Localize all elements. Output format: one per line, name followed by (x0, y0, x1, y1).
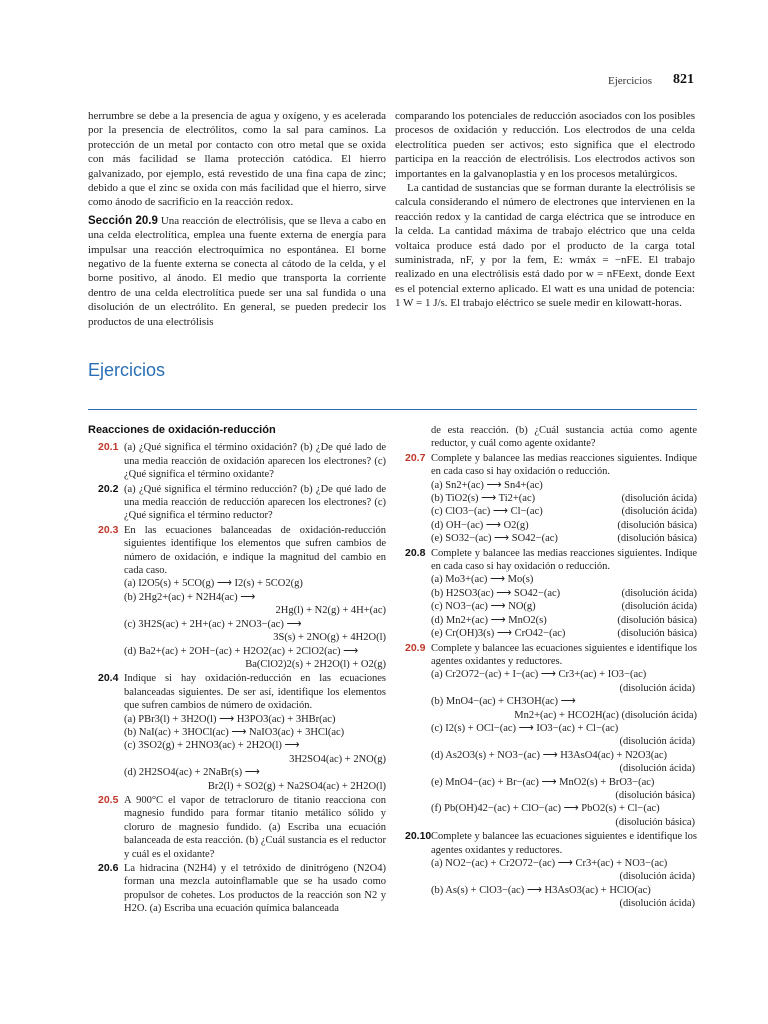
exercise-text: En las ecuaciones balanceadas de oxidación-reducción siguientes identifique los elementos que sufren cambios de número de oxidación, e indique la magnitud del cambio en cada caso. (124, 524, 386, 577)
solution-type: (disolución básica) (617, 519, 697, 531)
equation: (e) SO32−(ac) ⟶ SO42−(ac) (431, 533, 558, 545)
equation-row (431, 627, 697, 640)
exercise-20-6 (88, 862, 386, 916)
equation-row (431, 600, 697, 613)
exercise-number: 20.9 (405, 641, 426, 654)
exercise-20-8 (395, 547, 697, 641)
solution-type: (disolución básica) (617, 614, 697, 626)
equation: (c) I2(s) + OCl−(ac) ⟶ IO3−(ac) + Cl−(ac) (431, 722, 619, 734)
page-number: 821 (673, 72, 694, 87)
equation: (b) As(s) + ClO3−(ac) ⟶ H3AsO3(ac) + HClO(ac) (431, 884, 651, 896)
equation: 3S(s) + 2NO(g) + 4H2O(l) (273, 632, 386, 644)
solution-type: (disolución ácida) (621, 493, 697, 505)
solution-type: (disolución ácida) (621, 601, 697, 613)
equation: (e) Cr(OH)3(s) ⟶ CrO42−(ac) (431, 628, 566, 640)
exercise-20-2 (88, 483, 386, 523)
exercise-20-7 (395, 452, 697, 546)
exercise-number: 20.6 (98, 862, 119, 874)
equation: (c) 3H2S(ac) + 2H+(ac) + 2NO3−(ac) ⟶ (124, 618, 302, 630)
equation: (b) MnO4−(ac) + CH3OH(ac) ⟶ (431, 696, 576, 708)
solution-type: (disolución básica) (615, 816, 695, 828)
exercise-text: (a) ¿Qué significa el término oxidación? (b) ¿De qué lado de una media reacción de oxidación aparecen los electrones? (c) ¿Qué significa el término oxidante? (124, 442, 386, 481)
exercise-number: 20.8 (405, 546, 426, 559)
exercise-number: 20.1 (98, 441, 119, 454)
solution-type: (disolución básica) (617, 628, 697, 640)
solution-type: (disolución ácida) (619, 763, 695, 775)
equation: (a) Cr2O72−(ac) + I−(ac) ⟶ Cr3+(ac) + IO3−(ac) (431, 669, 647, 681)
equation: (b) NaI(ac) + 3HOCl(ac) ⟶ NaIO3(ac) + 3HCl(ac) (124, 726, 345, 738)
equation: (c) 3SO2(g) + 2HNO3(ac) + 2H2O(l) ⟶ (124, 740, 300, 752)
equation: (a) Mo3+(ac) ⟶ Mo(s) (431, 574, 534, 586)
summary-column-left (88, 109, 386, 329)
subsection-title: Reacciones de oxidación-reducción (88, 424, 276, 436)
exercise-20-3 (88, 524, 386, 671)
solution-type: (disolución ácida) (621, 506, 697, 518)
equation: (c) ClO3−(ac) ⟶ Cl−(ac) (431, 506, 543, 518)
exercise-text: (a) ¿Qué significa el término reducción? (b) ¿De qué lado de una media reacción de reducción aparecen los electrones? (c) ¿Qué significa el término reductor? (124, 483, 386, 522)
equation: (d) Ba2+(ac) + 2OH−(ac) + H2O2(ac) + 2ClO2(ac) ⟶ (124, 645, 359, 657)
summary-paragraph (88, 214, 386, 329)
exercise-number: 20.10 (405, 830, 432, 843)
equation: (b) 2Hg2+(ac) + N2H4(ac) ⟶ (124, 591, 256, 603)
exercises-column-right (395, 424, 697, 912)
exercise-number: 20.2 (98, 482, 119, 495)
equation: (d) As2O3(s) + NO3−(ac) ⟶ H3AsO4(ac) + N2O3(ac) (431, 749, 668, 761)
summary-paragraph: comparando los potenciales de reducción asociados con los posibles procesos de oxidación y reducción. Los electrodos de una celda electrolítica pueden ser activos; esto significa que el electrodo participa en la reacción de electrólisis. Los electrodos activos son importantes en la galvanoplastia y en los procesos metalúrgicos. (395, 110, 695, 180)
exercise-text: A 900°C el vapor de tetracloruro de titanio reacciona con magnesio fundido para formar titanio metálico sólido y cloruro de magnesio fundido. (a) Escriba una ecuación balanceada de esta reacción. (b) ¿Cuál sustancia es el reductor y cuál es el oxidante? (124, 794, 386, 860)
exercise-20-5 (88, 794, 386, 861)
equation: Mn2+(ac) + HCO2H(ac) (disolución ácida) (514, 709, 697, 721)
exercise-text: Indique si hay oxidación-reducción en las ecuaciones balanceadas siguientes. De ser así, identifique los elementos que sufren cambios de número de oxidación. (124, 673, 386, 712)
solution-type: (disolución ácida) (621, 587, 697, 599)
exercise-text: Complete y balancee las ecuaciones siguientes e identifique los agentes oxidantes y reductores. (431, 831, 697, 856)
equation: (d) 2H2SO4(ac) + 2NaBr(s) ⟶ (124, 767, 260, 779)
exercise-number: 20.4 (98, 672, 119, 685)
equation-row (431, 614, 697, 627)
exercise-20-4 (88, 672, 386, 793)
exercise-20-9 (395, 642, 697, 830)
equation: (b) H2SO3(ac) ⟶ SO42−(ac) (431, 587, 561, 599)
solution-type: (disolución ácida) (619, 898, 695, 910)
equation: Ba(ClO2)2(s) + 2H2O(l) + O2(g) (245, 658, 386, 670)
equation: (f) Pb(OH)42−(ac) + ClO−(ac) ⟶ PbO2(s) + Cl−(ac) (431, 803, 660, 815)
equation-row (431, 532, 697, 545)
solution-type: (disolución ácida) (619, 736, 695, 748)
section-label: Sección 20.9 (88, 214, 158, 227)
summary-column-right (395, 109, 695, 311)
summary-paragraph: La cantidad de sustancias que se forman durante la electrólisis se calcula considerando el número de electrones que intervienen en la reacción redox y la cantidad de carga eléctrica que se introduce en la celda. La cantidad máxima de trabajo eléctrico que una celda voltaica produce está dado por el producto de la carga total suministrada, nF, y por la fem, E: wmáx = −nFE. El trabajo realizado en una electrólisis está dado por w = nFEext, donde Eext es el potencial externo aplicado. El watt es una unidad de potencia: 1 W = 1 J/s. El trabajo eléctrico se suele medir en kilowatt-horas. (395, 182, 695, 310)
solution-type: (disolución ácida) (619, 871, 695, 883)
exercise-number: 20.3 (98, 523, 119, 536)
exercise-text: Complete y balancee las medias reacciones siguientes. Indique en cada caso si hay oxidación o reducción. (431, 452, 697, 478)
equation: 3H2SO4(ac) + 2NO(g) (289, 753, 386, 765)
solution-type: (disolución básica) (617, 533, 697, 545)
equation: (a) I2O5(s) + 5CO(g) ⟶ I2(s) + 5CO2(g) (124, 578, 303, 590)
equation-row (431, 492, 697, 505)
heading-rule (88, 409, 697, 410)
running-header-section: Ejercicios (608, 75, 652, 87)
equation-row (431, 519, 697, 532)
exercise-text: Complete y balancee las medias reacciones siguientes. Indique en cada caso si hay oxidación o reducción. (431, 547, 697, 573)
equation: (d) Mn2+(ac) ⟶ MnO2(s) (431, 614, 547, 626)
exercises-column-left (88, 424, 386, 917)
exercises-heading: Ejercicios (88, 360, 166, 380)
equation: (a) PBr3(l) + 3H2O(l) ⟶ H3PO3(ac) + 3HBr(ac) (124, 713, 336, 725)
exercise-number: 20.5 (98, 793, 119, 806)
equation: (c) NO3−(ac) ⟶ NO(g) (431, 601, 536, 613)
summary-text: Una reacción de electrólisis, que se lleva a cabo en una celda electrolítica, emplea una fuente externa de energía para impulsar una reacción electroquímica no espontánea. El borne negativo de la fuente externa se conecta al cátodo de la celda, y el borne positivo, al ánodo. El medio que transporta la corriente dentro de una celda electrolítica puede ser una sal fundida o una disolución de un electrólito. En general, se pueden predecir los productos de una electrólisis (88, 214, 387, 328)
equation: (e) MnO4−(ac) + Br−(ac) ⟶ MnO2(s) + BrO3−(ac) (431, 776, 655, 788)
solution-type: (disolución ácida) (619, 682, 695, 694)
equation: (b) TiO2(s) ⟶ Ti2+(ac) (431, 493, 536, 505)
summary-paragraph: herrumbre se debe a la presencia de agua y oxígeno, y es acelerada por la presencia de electrólitos, como la sal para caminos. La protección de un metal por contacto con otro metal que se oxida con más facilidad se llama protección catódica. El hierro galvanizado, por ejemplo, está revestido de una fina capa de zinc; debido a que el zinc se oxida con más facilidad que el hierro, sirve como ánodo de sacrificio en la reacción redox. (88, 110, 386, 209)
exercise-20-1 (88, 441, 386, 481)
equation: (d) OH−(ac) ⟶ O2(g) (431, 519, 529, 531)
equation-row (431, 505, 697, 518)
exercise-text: La hidracina (N2H4) y el tetróxido de dinitrógeno (N2O4) forman una mezcla autoinflamable que se ha usado como propulsor de cohetes. Los productos de la reacción son N2 y H2O. (a) Escriba una ecuación química balanceada (124, 863, 386, 915)
exercise-number: 20.7 (405, 451, 426, 464)
equation: (a) NO2−(ac) + Cr2O72−(ac) ⟶ Cr3+(ac) + NO3−(ac) (431, 858, 668, 869)
equation-row (431, 587, 697, 600)
equation: Br2(l) + SO2(g) + Na2SO4(ac) + 2H2O(l) (207, 780, 386, 792)
equation: 2Hg(l) + N2(g) + 4H+(ac) (275, 605, 386, 617)
exercise-continuation: de esta reacción. (b) ¿Cuál sustancia actúa como agente reductor, y cuál como agente oxidante? (431, 425, 697, 450)
solution-type: (disolución básica) (615, 789, 695, 801)
equation: (a) Sn2+(ac) ⟶ Sn4+(ac) (431, 479, 543, 491)
exercise-text: Complete y balancee las ecuaciones siguientes e identifique los agentes oxidantes y reductores. (431, 642, 697, 667)
exercise-20-10 (395, 830, 697, 910)
